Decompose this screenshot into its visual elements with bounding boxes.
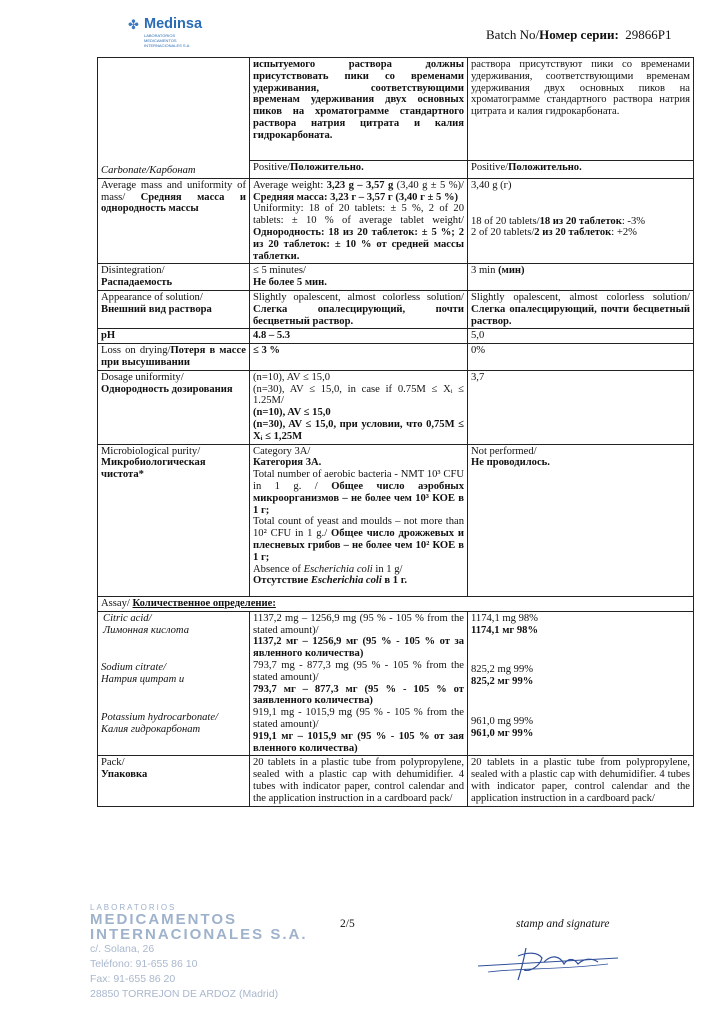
- spec-pack: 20 tablets in a plastic tube from polypropylene, sealed with a plastic cap with dehumidifier. 4 tubes with indicator paper, control calendar and the application instruction in a cardboard pack/: [250, 756, 468, 806]
- spec-assay: 1137,2 mg – 1256,9 mg (95 % - 105 % from the stated amount)/ 1137,2 мг – 1256,9 мг (95 % - 105 % от за явленного количества) 793,7 mg - 877,3 mg (95 % - 105 % from the stated amount)/ 793,7 мг – 877,3 мг (95 % - 105 % от заявленного количества) 919,1 mg - 1015,9 mg (95 % - 105 % from the stated amount)/ 919,1 мг – 1015,9 мг (95 % - 105 % от зая вленного количества): [250, 611, 468, 756]
- table-row-pack: [98, 756, 694, 806]
- param-microbiological: Microbiological purity/ Микробиологическая чистота*: [98, 444, 250, 597]
- param-appearance: Appearance of solution/ Внешний вид раствора: [98, 290, 250, 328]
- table-row-average-mass: [98, 178, 694, 264]
- spec-average-mass: Average weight: 3,23 g – 3,57 g (3,40 g ± 5 %)/Средняя масса: 3,23 г – 3,57 г (3,40 г ± 5 %) Uniformity: 18 of 20 tablets: ± 5 %, 2 of 20 tablets: ± 10 % of average tablet weight/Однородность: 18 из 20 таблеток: ± 5 %; 2 из 20 таблеток: ± 10 % от средней массы таблетки.: [250, 178, 468, 264]
- logo-name: Medinsa: [144, 16, 203, 32]
- param-dosage-uniformity: Dosage uniformity/ Однородность дозирования: [98, 370, 250, 444]
- param-average-mass: Average mass and uniformity of mass/ Средняя масса и однородность массы: [98, 178, 250, 264]
- result-dosage-uniformity: 3,7: [468, 370, 694, 444]
- table-row-assay: [98, 611, 694, 756]
- medinsa-logo-icon: ✤: [128, 17, 139, 32]
- table-row-disintegration: [98, 264, 694, 291]
- result-identification: раствора присутствуют пики со временами удерживания, соответствующими временам удерживания двух основных пиков на хроматограмме стандартного раствора натрия цитрата и калия гидрокарбоната.: [468, 58, 694, 161]
- result-average-mass: 3,40 g (г) 18 of 20 tablets/18 из 20 таблеток: -3% 2 of 20 tablets/2 из 20 таблеток: +2%: [468, 178, 694, 264]
- table-row-ph: [98, 329, 694, 344]
- param-ph: pH: [98, 329, 250, 344]
- result-disintegration: 3 min (мин): [468, 264, 694, 291]
- spec-ph: 4.8 – 5.3: [250, 329, 468, 344]
- param-loss-on-drying: Loss on drying/Потеря в массе при высушивании: [98, 344, 250, 371]
- batch-number: Batch No/Номер серии: 29866P1: [486, 27, 672, 42]
- table-row-loss-on-drying: [98, 344, 694, 371]
- result-microbiological: Not performed/ Не проводилось.: [468, 444, 694, 597]
- spec-appearance: Slightly opalescent, almost colorless solution/ Слегка опалесцирующий, почти бесцветный раствор.: [250, 290, 468, 328]
- result-carbonate: Positive/Положительно.: [468, 160, 694, 178]
- table-row-microbiological: [98, 444, 694, 597]
- spec-loss-on-drying: ≤ 3 %: [250, 344, 468, 371]
- spec-identification: испытуемого раствора должны присутствовать пики со временами удерживания, соответствующими временам удерживания двух основных пиков на хроматограмме стандартного раствора натрия цитрата и калия гидрокарбоната.: [250, 58, 468, 161]
- assay-header: Assay/ Количественное определение:: [98, 597, 694, 612]
- spec-disintegration: ≤ 5 minutes/ Не более 5 мин.: [250, 264, 468, 291]
- spec-carbonate: Positive/Положительно.: [250, 160, 468, 178]
- company-stamp: LABORATORIOS MEDICAMENTOS INTERNACIONALES S.A. c/. Solana, 26 Teléfono: 91-655 86 10 Fax: 91-655 86 20 28850 TORREJON DE ARDOZ (Madrid): [90, 903, 308, 1000]
- spec-dosage-uniformity: (n=10), AV ≤ 15,0 (n=30), AV ≤ 15,0, in case if 0.75M ≤ Xᵢ ≤ 1.25M/ (n=10), AV ≤ 15,0 (n=30), AV ≤ 15,0, при условии, что 0,75M ≤ Xᵢ ≤ 1,25M: [250, 370, 468, 444]
- param-pack: Pack/ Упаковка: [98, 756, 250, 806]
- result-appearance: Slightly opalescent, almost colorless solution/ Слегка опалесцирующий, почти бесцветный раствор.: [468, 290, 694, 328]
- table-row-identification: [98, 58, 694, 161]
- param-carbonate: Carbonate/Карбонат: [101, 165, 196, 176]
- table-row-appearance: [98, 290, 694, 328]
- table-row-assay-header: [98, 597, 694, 612]
- result-loss-on-drying: 0%: [468, 344, 694, 371]
- spec-microbiological: Category 3A/ Категория 3A. Total number of aerobic bacteria - NMT 10³ CFU in 1 g. / Общее число аэробных микроорганизмов – не более чем 10³ КОЕ в 1 г; Total count of yeast and moulds – not more than 10² CFU in 1 g./ Общее число дрожжевых и плесневых грибов – не более чем 10² КОЕ в 1 г; Absence of Escherichia coli in 1 g/ Отсутствие Escherichia coli в 1 г.: [250, 444, 468, 597]
- result-pack: 20 tablets in a plastic tube from polypropylene, sealed with a plastic cap with dehumidifier. 4 tubes with indicator paper, control calendar and the application instruction in a cardboard pack/: [468, 756, 694, 806]
- signature-icon: [468, 928, 628, 988]
- result-assay: 1174,1 mg 98% 1174,1 мг 98% 825,2 mg 99% 825,2 мг 99% 961,0 mg 99% 961,0 мг 99%: [468, 611, 694, 756]
- param-assay: Citric acid/ Лимонная кислота Sodium citrate/ Натрия цитрат и Potassium hydrocarbonate/ Калия гидрокарбонат: [98, 611, 250, 756]
- specification-table: [97, 57, 694, 807]
- param-disintegration: Disintegration/ Распадаемость: [98, 264, 250, 291]
- table-row-dosage-uniformity: [98, 370, 694, 444]
- result-ph: 5,0: [468, 329, 694, 344]
- stamp-signature-label: stamp and signature: [516, 918, 610, 930]
- page-number: 2/5: [340, 918, 355, 930]
- logo-tagline: LABORATORIOS MEDICAMENTOS INTERNACIONALES S.A.: [144, 33, 191, 48]
- page-header: [0, 0, 724, 60]
